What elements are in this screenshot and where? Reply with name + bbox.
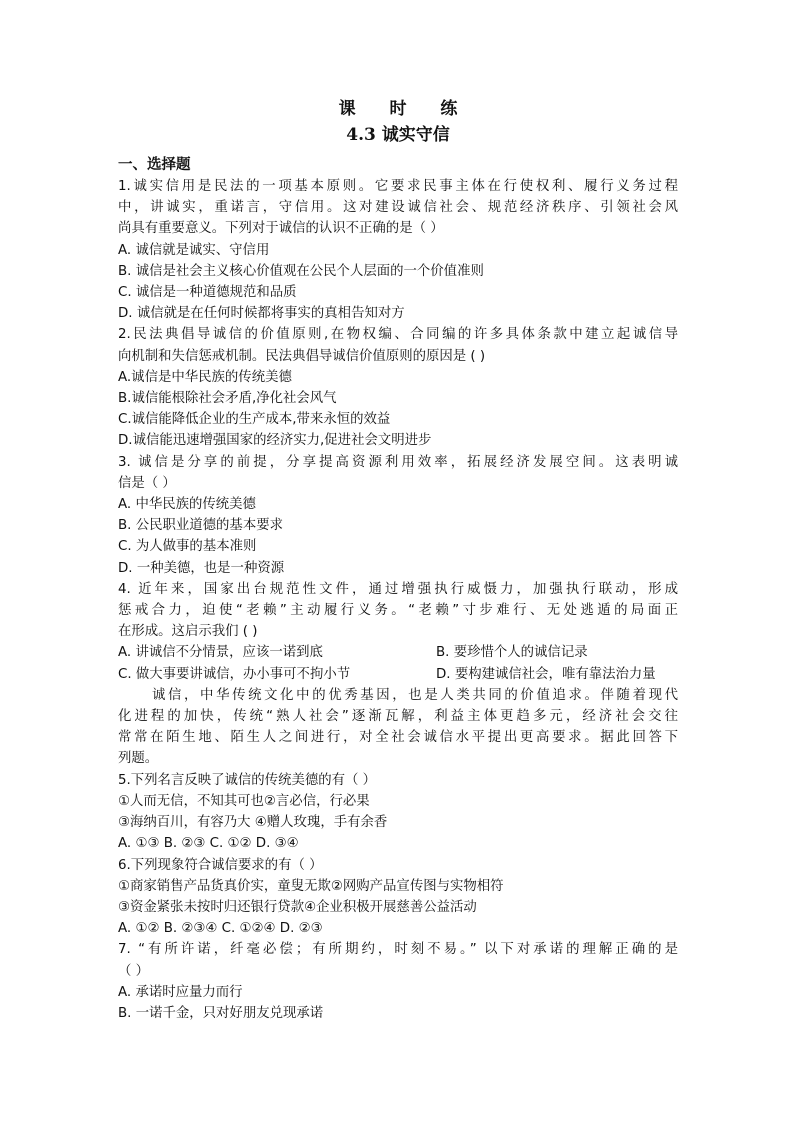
option-right: B. 要珍惜个人的诚信记录 <box>436 645 588 661</box>
text-line: A. 承诺时应量力而行 <box>118 984 243 1000</box>
option-left: C. 做大事要讲诚信，办小事可不拘小节 <box>118 666 351 682</box>
lesson-title: 4.3 诚实守信 <box>346 125 450 145</box>
text-line: 尚具有重要意义。下列对于诚信的认识不正确的是（ ） <box>118 221 444 237</box>
text-line: 诚信，中华传统文化中的优秀基因，也是人类共同的价值追求。伴随着现代 <box>152 687 678 703</box>
text-line: D.诚信能迅速增强国家的经济实力,促进社会文明进步 <box>118 433 432 449</box>
text-line: 6.下列现象符合诚信要求的有（ ） <box>118 857 323 873</box>
text-line: 5.下列名言反映了诚信的传统美德的有（ ） <box>118 772 377 788</box>
document-page <box>118 96 678 1024</box>
text-line: B.诚信能根除社会矛盾,净化社会风气 <box>118 391 337 407</box>
text-line: B. 诚信是社会主义核心价值观在公民个人层面的一个价值准则 <box>118 263 484 279</box>
text-line <box>118 642 678 663</box>
text-line: A. ①② B. ②③④ C. ①②④ D. ②③ <box>118 921 323 937</box>
text-line: C. 为人做事的基本准则 <box>118 539 257 555</box>
text-line: 在形成。这启示我们 ( ) <box>118 624 258 640</box>
text-line: 向机制和失信惩戒机制。民法典倡导诚信价值原则的原因是 ( ) <box>118 348 486 364</box>
option-right: D. 要构建诚信社会，唯有靠法治力量 <box>436 666 656 682</box>
text-line: D. 一种美德，也是一种资源 <box>118 560 285 576</box>
text-line: ③海纳百川，有容乃大 ④赠人玫瑰，手有余香 <box>118 815 388 831</box>
text-line: 化进程的加快，传统“熟人社会”逐渐瓦解，利益主体更趋多元，经济社会交往 <box>118 709 678 725</box>
text-line: 惩戒合力，迫使“老赖”主动履行义务。“老赖”寸步难行、无处逃遁的局面正 <box>118 603 678 619</box>
text-line: D. 诚信就是在任何时候都将事实的真相告知对方 <box>118 306 405 322</box>
option-left: A. 讲诚信不分情景，应该一诺到底 <box>118 645 323 661</box>
text-line: 7. “有所许诺，纤毫必偿；有所期约，时刻不易。” 以下对承诺的理解正确的是 <box>118 942 678 958</box>
text-line: 1.诚实信用是民法的一项基本原则。它要求民事主体在行使权利、履行义务过程 <box>118 179 678 194</box>
page-title: 课 时 练 <box>338 99 472 119</box>
text-line: 4. 近年来，国家出台规范性文件，通过增强执行威慑力，加强执行联动，形成 <box>118 581 678 597</box>
text-line: 列题。 <box>118 751 159 767</box>
text-line: C.诚信能降低企业的生产成本,带来永恒的效益 <box>118 412 391 428</box>
text-line: B. 一诺千金，只对好朋友兑现承诺 <box>118 1005 324 1021</box>
section-heading: 一、选择题 <box>118 156 191 173</box>
text-line: 中，讲诚实，重诺言，守信用。这对建设诚信社会、规范经济秩序、引领社会风 <box>118 200 678 216</box>
text-line: （ ） <box>118 963 150 979</box>
text-line: 常常在陌生地、陌生人之间进行，对全社会诚信水平提出更高要求。据此回答下 <box>118 730 678 746</box>
text-line: C. 诚信是一种道德规范和品质 <box>118 285 297 301</box>
text-line: A. 中华民族的传统美德 <box>118 497 256 513</box>
question-body <box>118 176 678 1024</box>
text-line: 信是（ ） <box>118 475 176 491</box>
text-line: ①人而无信，不知其可也②言必信，行必果 <box>118 793 370 809</box>
text-line: ①商家销售产品货真价实，童叟无欺②网购产品宣传图与实物相符 <box>118 878 504 894</box>
text-line: B. 公民职业道德的基本要求 <box>118 518 283 534</box>
text-line: 2.民法典倡导诚信的价值原则,在物权编、合同编的许多具体条款中建立起诚信导 <box>118 327 678 343</box>
text-line <box>118 664 678 685</box>
text-line: 3. 诚信是分享的前提，分享提高资源利用效率，拓展经济发展空间。这表明诚 <box>118 454 678 470</box>
text-line: A. 诚信就是诚实、守信用 <box>118 242 270 258</box>
text-line: A.诚信是中华民族的传统美德 <box>118 369 292 385</box>
text-line: A. ①③ B. ②③ C. ①② D. ③④ <box>118 836 299 852</box>
text-line: ③资金紧张未按时归还银行贷款④企业积极开展慈善公益活动 <box>118 899 477 915</box>
